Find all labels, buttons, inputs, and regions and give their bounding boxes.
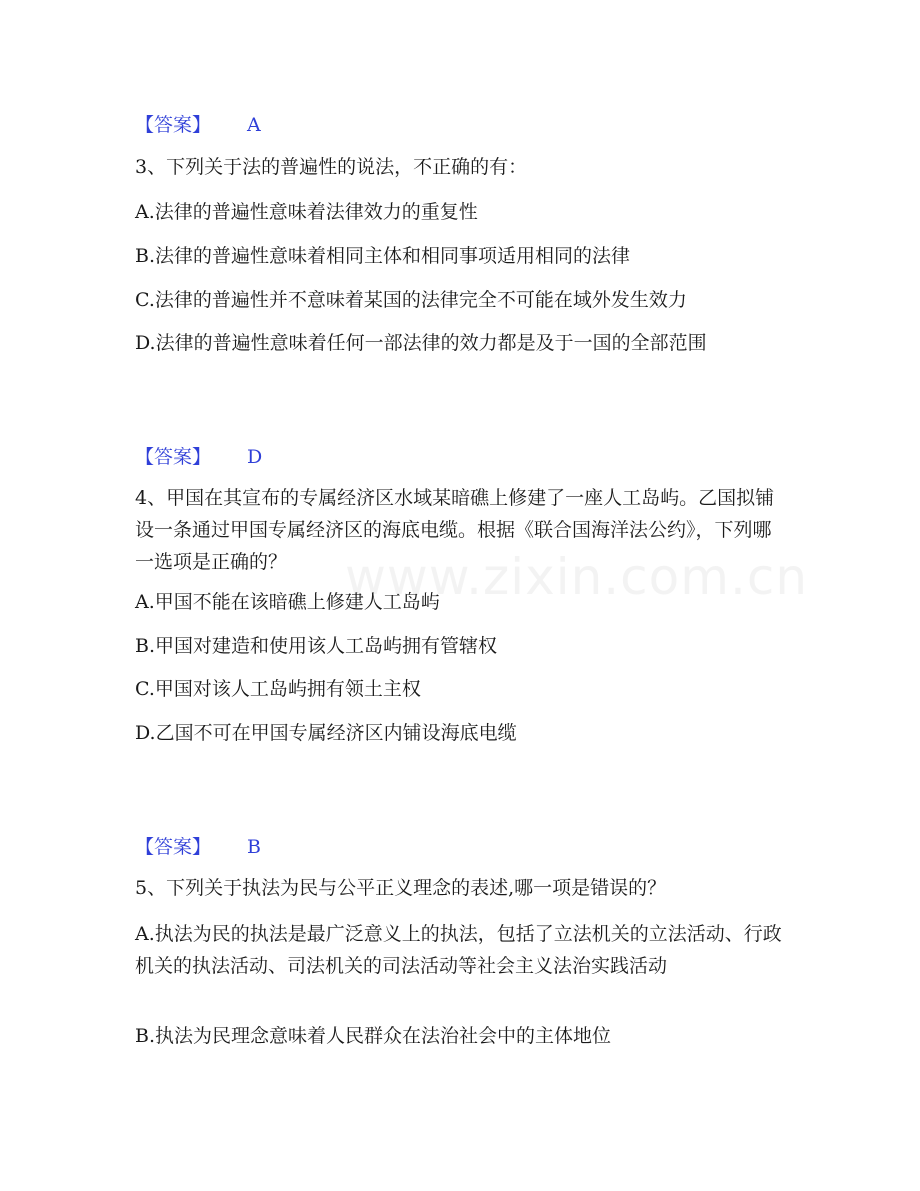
answer-value: D — [247, 446, 263, 468]
answer-label: 【答案】 — [135, 114, 212, 136]
option-5a: A.执法为民的执法是最广泛意义上的执法，包括了立法机关的立法活动、行政机关的执法活动、司法机关的司法活动等社会主义法治实践活动 — [135, 923, 782, 977]
answer-value: B — [247, 836, 261, 858]
question-4: 4、甲国在其宣布的专属经济区水域某暗礁上修建了一座人工岛屿。乙国拟铺设一条通过甲国专属经济区的海底电缆。根据《联合国海洋法公约》，下列哪一选项是正确的？ — [135, 487, 775, 573]
option-3a: A.法律的普遍性意味着法律效力的重复性 — [135, 201, 478, 223]
option-5b: B.执法为民理念意味着人民群众在法治社会中的主体地位 — [135, 1025, 612, 1047]
option-4c: C.甲国对该人工岛屿拥有领土主权 — [135, 678, 421, 700]
answer-line — [135, 110, 261, 137]
option-4d: D.乙国不可在甲国专属经济区内铺设海底电缆 — [135, 722, 517, 744]
answer-value: A — [247, 114, 261, 136]
option-3c: C.法律的普遍性并不意味着某国的法律完全不可能在域外发生效力 — [135, 289, 687, 311]
answer-line — [135, 442, 262, 469]
option-4a: A.甲国不能在该暗礁上修建人工岛屿 — [135, 591, 440, 613]
watermark: www.zixin.com.cn — [345, 548, 809, 606]
question-5: 5、下列关于执法为民与公平正义理念的表述,哪一项是错误的？ — [135, 877, 667, 899]
option-3d: D.法律的普遍性意味着任何一部法律的效力都是及于一国的全部范围 — [135, 332, 707, 354]
question-3: 3、下列关于法的普遍性的说法，不正确的有： — [135, 156, 528, 178]
answer-line — [135, 832, 261, 859]
option-4b: B.甲国对建造和使用该人工岛屿拥有管辖权 — [135, 635, 498, 657]
answer-label: 【答案】 — [135, 446, 212, 468]
option-3b: B.法律的普遍性意味着相同主体和相同事项适用相同的法律 — [135, 245, 631, 267]
answer-label: 【答案】 — [135, 836, 212, 858]
